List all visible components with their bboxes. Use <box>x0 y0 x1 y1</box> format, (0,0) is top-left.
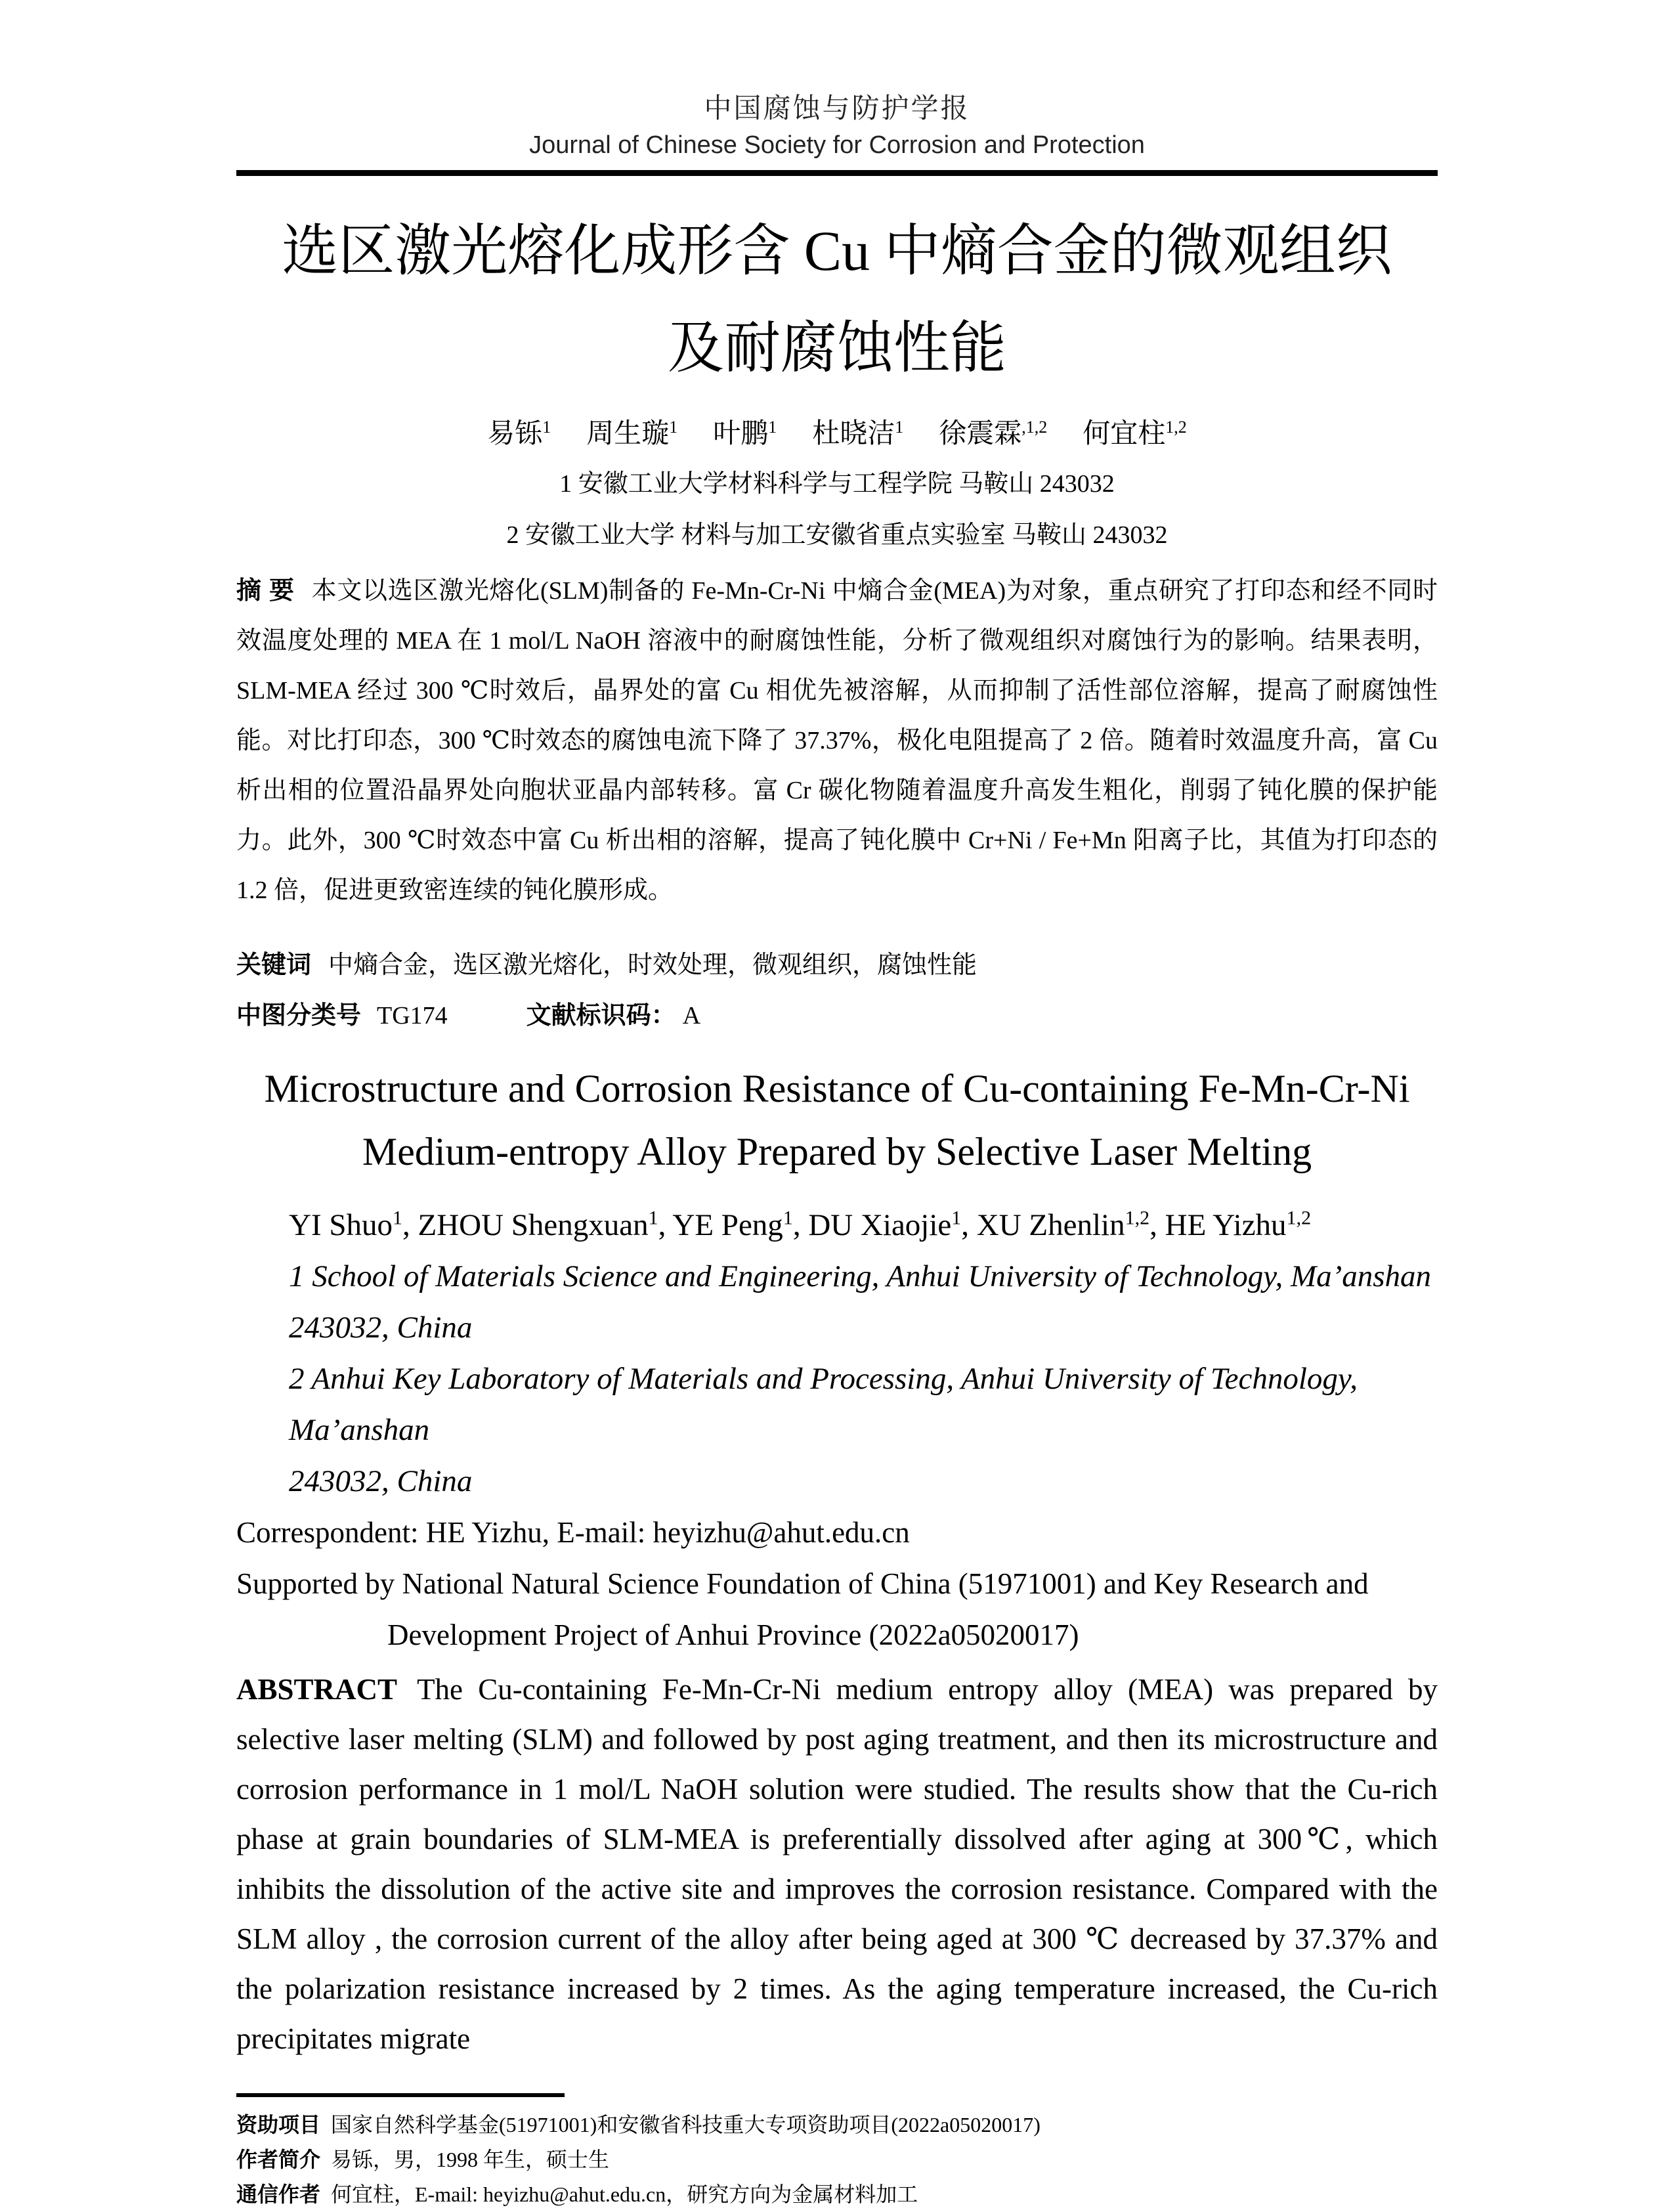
keywords-label: 关键词 <box>236 951 312 979</box>
author-cn <box>487 419 551 449</box>
author-cn <box>586 419 677 449</box>
page-content <box>236 0 1438 2212</box>
footnote-text: 国家自然科学基金(51971001)和安徽省科技重大专项资助项目(2022a05020017) <box>331 2112 1041 2136</box>
footnote-text: 何宜柱，E-mail: heyizhu@ahut.edu.cn，研究方向为金属材料加工 <box>331 2182 918 2206</box>
author-name: 徐震霖 <box>939 419 1022 449</box>
journal-title-en: Journal of Chinese Society for Corrosion and Protection <box>529 131 1145 159</box>
author-superscript: 1,2 <box>1286 1207 1312 1228</box>
footnote-label: 通信作者 <box>236 2182 321 2206</box>
footnote-row-corresponding-author <box>236 2177 1438 2212</box>
doc-code-value: A <box>682 1002 701 1030</box>
author-name: YE Peng <box>672 1207 783 1242</box>
supported-line-1: Supported by National Natural Science Foundation of China (51971001) and Key Research and <box>236 1567 1369 1600</box>
affiliation-en-1-line2: 243032, China <box>289 1310 473 1345</box>
footnote-label: 资助项目 <box>236 2112 321 2136</box>
author-en <box>289 1208 418 1242</box>
journal-title-cn: 中国腐蚀与防护学报 <box>704 93 970 123</box>
affiliation-en-2-line1: 2 Anhui Key Laboratory of Materials and Processing, Anhui University of Technology, Ma’anshan <box>289 1361 1358 1447</box>
affiliation-cn-1: 1 安徽工业大学材料科学与工程学院 马鞍山 243032 <box>559 470 1115 498</box>
article-title-en <box>236 1057 1438 1183</box>
author-cn <box>713 419 777 449</box>
author-en <box>418 1208 672 1242</box>
authors-en <box>236 1192 1438 1251</box>
footnote-row-funding <box>236 2108 1438 2142</box>
author-cn <box>939 419 1047 449</box>
author-separator: , <box>961 1207 977 1242</box>
article-title-cn-line1: 选区激光熔化成形含 Cu 中熵合金的微观组织 <box>282 219 1392 282</box>
abstract-cn-label: 摘 要 <box>236 577 295 605</box>
correspondent-line: Correspondent: HE Yizhu, E-mail: heyizhu@ahut.edu.cn <box>236 1515 910 1549</box>
author-superscript: 1 <box>783 1207 793 1228</box>
author-name: 杜晓洁 <box>812 419 895 449</box>
author-superscript: 1 <box>951 1207 962 1228</box>
author-name: XU Zhenlin <box>976 1207 1125 1242</box>
clc-value: TG174 <box>377 1002 448 1030</box>
author-name: 易铄 <box>487 419 543 449</box>
author-separator: , <box>402 1207 418 1242</box>
author-superscript: 1 <box>648 1207 658 1228</box>
footnotes <box>236 2108 1438 2212</box>
author-superscript: 1,2 <box>1125 1207 1150 1228</box>
author-superscript: 1 <box>768 418 777 437</box>
author-en <box>672 1208 808 1242</box>
affiliation-cn-2: 2 安徽工业大学 材料与加工安徽省重点实验室 马鞍山 243032 <box>506 521 1168 549</box>
keywords-text: 中熵合金，选区激光熔化，时效处理，微观组织，腐蚀性能 <box>328 951 977 979</box>
abstract-cn-text: 本文以选区激光熔化(SLM)制备的 Fe-Mn-Cr-Ni 中熵合金(MEA)为对象，重点研究了打印态和经不同时效温度处理的 MEA 在 1 mol/L NaOH 溶液中的耐腐蚀性能，分析了微观组织对腐蚀行为的影响。结果表明，SLM-MEA 经过 300 ℃时效后，晶界处的富 Cu 相优先被溶解，从而抑制了活性部位溶解，提高了耐腐蚀性能。对比打印态，300 ℃时效态的腐蚀电流下降了 37.37%，极化电阻提高了 2 倍。随着时效温度升高，富 Cu 析出相的位置沿晶界处向胞状亚晶内部转移。富 Cr 碳化物随着温度升高发生粗化，削弱了钝化膜的保护能力。此外，300 ℃时效态中富 Cu 析出相的溶解，提高了钝化膜中 Cr+Ni / Fe+Mn 阳离子比，其值为打印态的 1.2 倍，促进更致密连续的钝化膜形成。 <box>236 577 1438 904</box>
affiliation-en-2-line2: 243032, China <box>289 1464 473 1498</box>
author-name: DU Xiaojie <box>808 1207 952 1242</box>
author-cn <box>812 419 903 449</box>
author-superscript: 1,2 <box>1165 418 1187 437</box>
article-title-en-line2: Medium-entropy Alloy Prepared by Selective Laser Melting <box>362 1130 1312 1173</box>
clc-label: 中图分类号 <box>236 1002 362 1030</box>
author-name: ZHOU Shengxuan <box>418 1207 649 1242</box>
author-separator: , <box>1149 1207 1165 1242</box>
author-separator: , <box>792 1207 809 1242</box>
article-title-cn-line2: 及耐腐蚀性能 <box>668 316 1006 380</box>
author-name: 何宜柱 <box>1083 419 1166 449</box>
abstract-cn <box>236 566 1438 915</box>
author-name: YI Shuo <box>289 1207 393 1242</box>
header-rule <box>236 170 1438 176</box>
abstract-en <box>236 1664 1438 2064</box>
author-en <box>808 1208 976 1242</box>
supported-line-2: Development Project of Anhui Province (2022a05020017) <box>387 1618 1079 1651</box>
article-title-en-line1: Microstructure and Corrosion Resistance of Cu-containing Fe-Mn-Cr-Ni <box>264 1067 1410 1110</box>
author-superscript: ,1,2 <box>1021 418 1048 437</box>
abstract-en-text: The Cu-containing Fe-Mn-Cr-Ni medium entropy alloy (MEA) was prepared by selective laser melting (SLM) and followed by post aging treatment, and then its microstructure and corrosion performance in 1 mol/L NaOH solution were studied. The results show that the Cu-rich phase at grain boundaries of SLM-MEA is preferentially dissolved after aging at 300℃, which inhibits the dissolution of the active site and improves the corrosion resistance. Compared with the SLM alloy , the corrosion current of the alloy after being aged at 300 ℃ decreased by 37.37% and the polarization resistance increased by 2 times. As the aging temperature increased, the Cu-rich precipitates migrate <box>236 1672 1438 2055</box>
author-en <box>1165 1208 1311 1242</box>
article-title-cn <box>236 202 1438 397</box>
footnote-text: 易铄，男，1998 年生，硕士生 <box>331 2147 610 2171</box>
footnote-row-author-bio <box>236 2142 1438 2177</box>
affiliation-en-1-line1: 1 School of Materials Science and Engineering, Anhui University of Technology, Ma’anshan <box>289 1259 1432 1293</box>
affiliations-en <box>236 1251 1438 1507</box>
footnote-label: 作者简介 <box>236 2147 321 2171</box>
affiliations-cn <box>236 458 1438 561</box>
author-superscript: 1 <box>895 418 904 437</box>
footnote-rule <box>236 2093 565 2097</box>
author-superscript: 1 <box>392 1207 402 1228</box>
clc-line <box>236 991 1438 1041</box>
authors-cn <box>236 407 1438 454</box>
author-separator: , <box>658 1207 673 1242</box>
author-cn <box>1083 419 1187 449</box>
author-superscript: 1 <box>669 418 678 437</box>
author-name: HE Yizhu <box>1165 1207 1287 1242</box>
keywords-line <box>236 940 1438 991</box>
author-en <box>977 1208 1165 1242</box>
author-superscript: 1 <box>542 418 551 437</box>
author-name: 周生璇 <box>586 419 670 449</box>
abstract-en-label: ABSTRACT <box>236 1672 398 1706</box>
doc-code-label: 文献标识码： <box>526 1002 676 1030</box>
author-name: 叶鹏 <box>713 419 769 449</box>
